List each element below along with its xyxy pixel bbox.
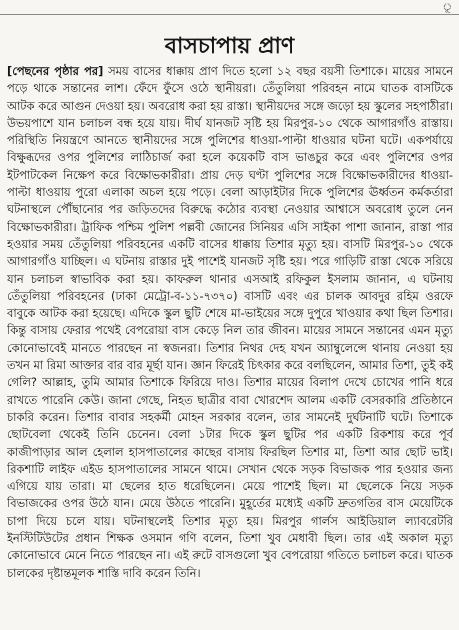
article-paragraph [7,63,453,582]
article-text: সময় বাসের ধাক্কায় প্রাণ দিতে হলো ১২ বছর বয়সী তিশাকে। মায়ের সামনে পড়ে থাকে সন্তানের লাশ। ফেঁদে ফুঁসে ওঠে স্থানীয়রা। তেঁতুলিয়া পরিবহন নামে ঘাতক বাসটিকে আটক করে আগুন দেওয়া হয়। অবরোধ করা হয় রাস্তা। স্থানীয়দের সঙ্গে জড়ো হয় স্কুলের সহপাঠীরা। উভয়পাশে যান চলাচল বন্ধ হয়ে যায়। দীর্ঘ যানজট সৃষ্টি হয় মিরপুর-১০ থেকে আগারগাঁও রাস্তায়। পরিস্থিতি নিয়ন্ত্রণে আনতে স্থানীয়দের সঙ্গে পুলিশের ধাওয়া-পাল্টা ধাওয়ার ঘটনা ঘটে। একপর্যায়ে বিক্ষুব্ধদের ওপর পুলিশের লাঠিচার্জ করা হলে কয়েকটি বাস ভাঙচুর করে এবং পুলিশের ওপর ইটপাটকেল নিক্ষেপ করে বিক্ষোভকারীরা। প্রায় দেড় ঘণ্টা পুলিশের সঙ্গে বিক্ষোভকারীদের ধাওয়া-পাল্টা ধাওয়ায় পুরো এলাকা অচল হয়ে পড়ে। বেলা আড়াইটার দিকে পুলিশের ঊর্ধ্বতন কর্মকর্তারা ঘটনাস্থলে পৌঁছানোর পর জড়িতদের বিরুদ্ধে কঠোর ব্যবস্থা নেওয়ার আশ্বাসে অবরোধ তুলে নেন বিক্ষোভকারীরা। ট্রাফিক পশ্চিম পুলিশ পল্লবী জোনের সিনিয়র এসি সাইকা পাশা জানান, রাস্তা পার হওয়ার সময় তেঁতুলিয়া পরিবহনের একটি বাসের ধাক্কায় তিশার মৃত্যু হয়। বাসটি মিরপুর-১০ থেকে আগারগাঁও যাচ্ছিল। এ ঘটনায় রাস্তার দুই পাশেই যানজট সৃষ্টি হয়। পরে গাড়িটি রাস্তা থেকে সরিয়ে যান চলাচল স্বাভাবিক করা হয়। কাফরুল থানার এসআই রফিকুল ইসলাম জানান, এ ঘটনায় তেঁতুলিয়া পরিবহনের (ঢাকা মেট্রো-ব-১১-৭৩৭০) বাসটি এবং এর চালক আবদুর রহিম ওরফে বাবুকে আটক করা হয়েছে। এদিকে স্কুল ছুটি শেষে মা-ভাইয়ের সঙ্গে দুপুরে খাওয়ার কথা ছিল তিশার। কিন্তু বাসায় ফেরার পথেই বেপরোয়া বাস কেড়ে নিল তার জীবন। মায়ের সামনে সন্তানের এমন মৃত্যু কোনোভাবেই মানতে পারছেন না স্বজনরা। তিশার নিথর দেহ যখন অ্যাম্বুলেন্সে থানায় নেওয়া হয় তখন মা রিমা আক্তার বার বার মূর্ছা যান। জ্ঞান ফিরেই চিৎকার করে বলছিলেন, আমার তিশা, তুই কই গেলি? আল্লাহ, তুমি আমার তিশাকে ফিরিয়ে দাও। তিশার মায়ের বিলাপ দেখে চোখের পানি ধরে রাখতে পারেনি কেউ। জানা গেছে, নিহত ছাত্রীর বাবা খোরশেদ আলম একটি বেসরকারি প্রতিষ্ঠানে চাকরি করেন। তিশার বাবার সহকর্মী মোহন সরকার বলেন, তার সামনেই দুর্ঘটনাটি ঘটে। তিশাকে ছোটবেলা থেকেই তিনি চেনেন। বেলা ১টার দিকে স্কুল ছুটির পর একটি রিকশায় করে পূর্ব কাজীপাড়ার আল হেলাল হাসপাতালের কাছের বাসায় ফিরছিল তিশার মা, তিশা আর ছোট ভাই। রিকশাটি লাইফ এইড হাসপাতালের সামনে থামে। সেখান থেকে সড়ক বিভাজক পার হওয়ার জন্য এগিয়ে যায় তারা। মা ছেলের হাত ধরেছিলেন। মেয়ে পাশেই ছিল। মা ছেলেকে নিয়ে সড়ক বিভাজকের ওপর উঠে যান। মেয়ে উঠতে পারেনি। মুহূর্তের মধ্যেই একটি দ্রুতগতির বাস মেয়েটিকে চাপা দিয়ে চলে যায়। ঘটনাস্থলেই তিশার মৃত্যু হয়। মিরপুর গার্লস আইডিয়াল ল্যাবরেটরি ইনস্টিটিউটের প্রধান শিক্ষক ওসমান গণি বলেন, তিশা খুব মেধাবী ছিল। তার এই অকাল মৃত্যু কোনোভাবে মেনে নিতে পারছেন না। এই রুটে বাসগুলো খুব বেপরোয়া গতিতে চলাচল করে। ঘাতক চালকের দৃষ্টান্তমূলক শাস্তি দাবি করেন তিনি। [7,64,453,580]
continued-from-label: [পেছনের পৃষ্ঠার পর] [7,64,104,78]
top-divider [0,14,459,15]
article-headline: বাসচাপায় প্রাণ [164,34,295,59]
article-body [7,63,453,627]
page-corner-text: ূ [442,2,453,13]
